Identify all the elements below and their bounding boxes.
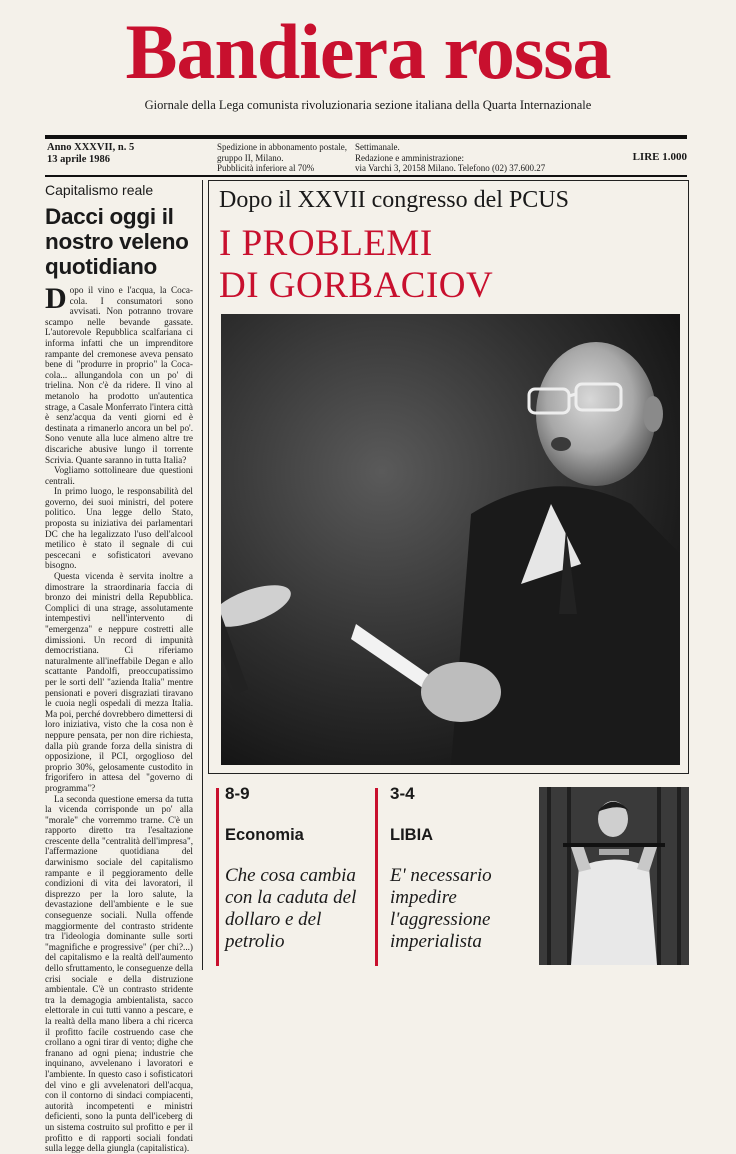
article-kicker: Capitalismo reale [45, 182, 154, 198]
masthead-subtitle: Giornale della Lega comunista rivoluzionaria sezione italiana della Quarta Internazionale [144, 98, 592, 112]
issue-date: 13 aprile 1986 [47, 154, 110, 165]
article-paragraph: La seconda questione emersa da tutta la vicenda corrisponde un po' alla "morale" che vorremmo trarne. C'è un rapporto diretto tra l'esaltazione crescente della "centralità dell'impresa", l'affermazione quotidiana del darwinismo sociale del capitalismo rampante e il peggioramento delle condizioni di vita dei lavoratori, il disprezzo per la loro salute, la devastazione dell'ambiente e le sue conseguenze sociali. Nulla offende maggiormente del contrasto stridente tra l'ideologia dominante sulle sorti "magnifiche e progressive" (per chi?...) del capitalismo e la realtà dell'aumento dello sfruttamento, le conseguenze della crisi sociale e della distruzione ambientale. C'è un contrasto stridente tra la demagogia ambientalista, sacco elettorale in cui tutti vanno a pescare, e la realtà della mano libera a chi ricerca il profitto facile costruendo case che crollano a ogni tirar di vento; dighe che franano ad ogni piena; industrie che inquinano, avvelenano i lavoratori e l'ambiente. In questo caso i sofisticatori del vino e gli avvelenatori dell'acqua, con il contorno di sindaci compiacenti, autorità incompetenti e ministri deficienti, sono la punta dell'iceberg di un sistema costruito sul profitto e per il profitto e di rapporti sociali fondati sulla legge della giungla (capitalistica). [45, 793, 193, 1154]
postal-line: gruppo II, Milano. [217, 152, 284, 163]
masthead-title: Bandiera rossa [125, 8, 611, 95]
article-title: Dacci oggi il nostro veleno quotidiano [45, 204, 189, 279]
issue-info-strip [45, 140, 687, 174]
postal-line: Pubblicità inferiore al 70% [217, 163, 315, 173]
teaser-economia [225, 784, 365, 974]
headline-line: DI GORBACIOV [219, 265, 494, 306]
teaser-section: LIBIA [390, 826, 434, 844]
postal-info [217, 142, 347, 174]
teaser-accent-bar [375, 788, 378, 966]
exercise-photo-illustration [539, 787, 689, 965]
teaser-pages: 8-9 [225, 784, 250, 803]
gorbachev-photo [221, 314, 680, 765]
article-body [45, 282, 193, 1154]
admin-line: Redazione e amministrazione: [355, 152, 464, 163]
teaser-accent-bar [216, 788, 219, 966]
left-article [45, 180, 193, 1154]
masthead-rule [45, 135, 687, 139]
feature-kicker: Dopo il XXVII congresso del PCUS [219, 187, 569, 213]
masthead [40, 8, 696, 113]
admin-line: Settimanale. [355, 142, 400, 152]
reagan-photo [539, 787, 689, 965]
teaser-blurb: E' necessario impedire l'aggressione imperialista [390, 865, 492, 952]
teaser-pages: 3-4 [390, 784, 415, 803]
drop-cap: D [45, 282, 67, 315]
column-divider [202, 180, 203, 970]
admin-info [355, 142, 545, 174]
feature-box [208, 180, 689, 774]
headline-line: I PROBLEMI [219, 223, 433, 264]
issue-volume: Anno XXXVII, n. 5 [47, 142, 135, 153]
postal-line: Spedizione in abbonamento postale, [217, 142, 347, 152]
teaser-section: Economia [225, 826, 304, 844]
article-paragraph [45, 282, 193, 465]
teaser-blurb: Che cosa cambia con la caduta del dollaro e del petrolio [225, 865, 357, 952]
article-paragraph: In primo luogo, le responsabilità del governo, dei suoi ministri, del potere politico. Una legge dello Stato, proposta su iniziativa dei parlamentari DC che ha legalizzato l'uso dell'alcool metilico è stato il segnale di cui pescecani e sofisticatori avevano bisogno. [45, 486, 193, 571]
paragraph-text: opo il vino e l'acqua, la Coca-cola. I consumatori sono avvisati. Non potranno trovare scampo nelle bevande gassate. L'autorevole Repubblica scalfariana ci informa infatti che un imprenditore rampante del cremonese aveva pensato bene di "produrre in proprio" la Coca-cola... allungandola con un po' di trielina. Non c'è da ridere. Il vino al metanolo ha prodotto un'autentica strage, a Casale Monferrato l'intera città è senz'acqua da venti giorni ed è destinata a rimanerlo ancora un bel po'. Sono venute alla luce almeno altre tre discariche abusive lungo il torrente Scrivia. Quante saranno in tutta Italia? [45, 285, 193, 465]
admin-line: via Varchi 3, 20158 Milano. Telefono (02) 37.600.27 [355, 163, 546, 173]
article-paragraph: Vogliamo sottolineare due questioni centrali. [45, 465, 193, 486]
price: LIRE 1.000 [632, 151, 687, 163]
feature-headline [219, 223, 493, 307]
article-paragraph: Questa vicenda è servita inoltre a dimostrare la straordinaria faccia di bronzo dei ministri della Repubblica. Complici di una strage, assolutamente intempestivi nell'intervento di "emergenza" e neppure costretti alle dimissioni. Un record di impunità democristiana. Ci riferiamo naturalmente all'ineffabile Degan e allo scattante Pandolfi, preoccupatissimo per le sorti dell' "azienda Italia" mentre pensionati e poveri disgraziati tiravano le cuoia negli ospedali di mezza Italia. Ma poi, perché dovrebbero dimettersi di loro iniziativa, visto che la cosa non è neppure pensata, per non dire richiesta, dalla più grande forza della sinistra di opposizione, il PCI, orgoglioso del proprio 30%, gelosamente custodito in frigorifero in attesa del "governo di programma"? [45, 571, 193, 793]
issue-number [47, 142, 134, 166]
info-rule [45, 175, 687, 177]
speaker-photo-illustration [221, 314, 680, 765]
teaser-libia [390, 784, 530, 974]
